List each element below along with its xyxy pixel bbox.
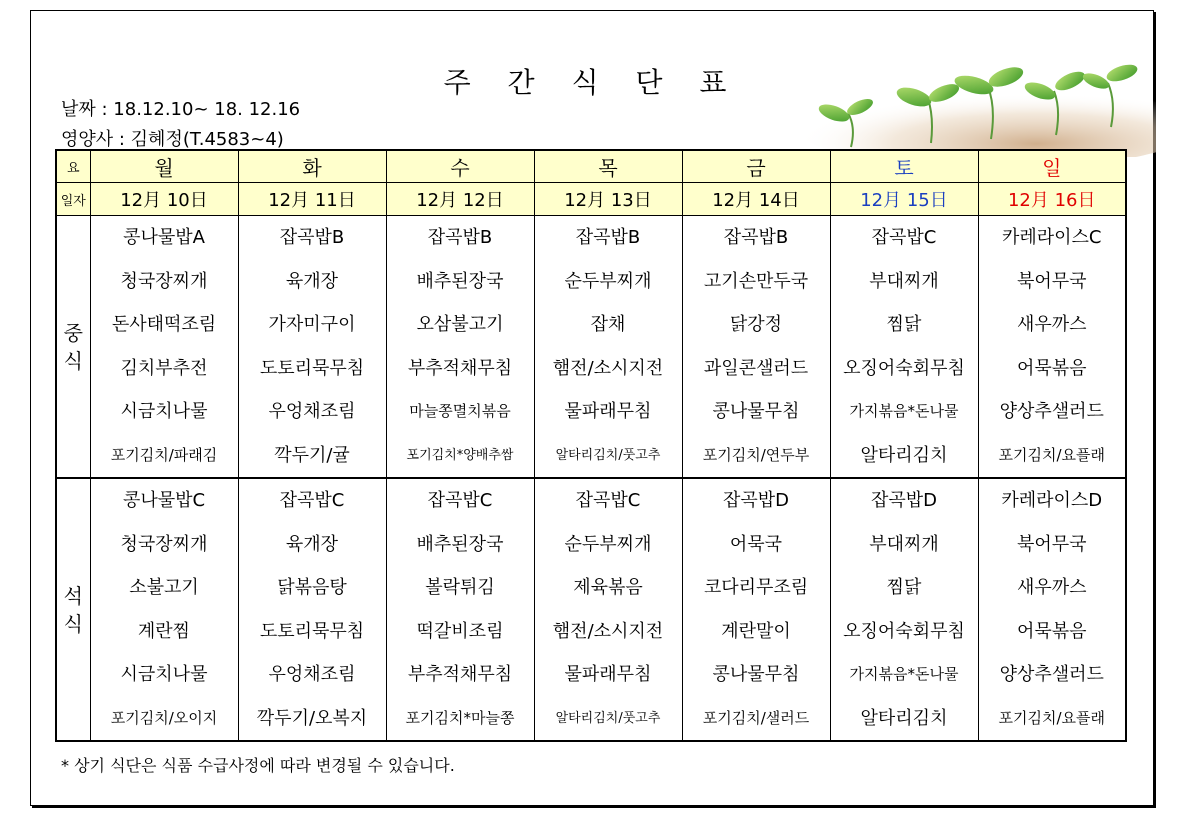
menu-item: 알타리김치	[860, 707, 948, 729]
date-header-row	[56, 183, 1126, 216]
dinner-label	[56, 478, 90, 741]
menu-item: 알타리김치/풋고추	[555, 710, 661, 726]
menu-item: 잡채	[590, 314, 626, 335]
date-tue: 12月 11日	[238, 183, 386, 216]
lunch-thu	[534, 216, 682, 479]
lunch-row	[56, 216, 1126, 479]
menu-item: 어묵볶음	[1016, 357, 1087, 379]
menu-item: 콩나물무침	[712, 401, 800, 422]
menu-item: 볼락튀김	[425, 577, 495, 598]
date-thu: 12月 13日	[534, 183, 682, 216]
menu-item: 육개장	[285, 270, 339, 292]
menu-item: 카레라이스D	[1001, 490, 1103, 511]
menu-item: 소불고기	[129, 577, 199, 598]
menu-item: 잡곡밥D	[722, 490, 790, 511]
menu-item: 배추된장국	[416, 270, 504, 292]
menu-item: 알타리김치	[860, 444, 948, 466]
menu-item: 마늘쫑멸치볶음	[409, 402, 511, 420]
dinner-sat	[830, 478, 978, 741]
dinner-mon	[90, 478, 238, 741]
menu-item: 김치부추전	[120, 357, 208, 379]
menu-item: 포기김치/요플래	[998, 445, 1105, 464]
menu-item: 새우까스	[1016, 577, 1087, 598]
menu-item: 배추된장국	[416, 533, 504, 555]
lunch-mon	[90, 216, 238, 479]
menu-item: 계란찜	[137, 620, 191, 642]
menu-item: 과일콘샐러드	[703, 357, 809, 379]
menu-item: 육개장	[285, 533, 339, 555]
menu-item: 부대찌개	[869, 270, 939, 292]
menu-item: 북어무국	[1016, 533, 1087, 555]
dinner-label-char: 석	[63, 583, 83, 608]
menu-item: 부추적채무침	[407, 664, 513, 685]
menu-sheet	[30, 10, 1154, 806]
menu-item: 잡곡밥C	[279, 490, 345, 511]
day-corner: 요	[56, 150, 90, 183]
menu-item: 도토리묵무침	[259, 357, 365, 379]
menu-item: 청국장찌개	[120, 533, 208, 555]
menu-item: 제육볶음	[573, 577, 643, 598]
menu-item: 잡곡밥C	[427, 490, 493, 511]
menu-item: 잡곡밥B	[427, 227, 493, 248]
date-sun: 12月 16日	[978, 183, 1126, 216]
menu-item: 찜닭	[886, 314, 922, 335]
menu-item: 닭강정	[729, 314, 783, 335]
menu-item: 부추적채무침	[407, 357, 513, 379]
menu-item: 물파래무침	[564, 401, 652, 422]
menu-item: 햄전/소시지전	[552, 357, 664, 379]
menu-item: 카레라이스C	[1001, 227, 1102, 248]
sprout-illustration	[756, 47, 1156, 157]
menu-item: 순두부찌개	[564, 270, 652, 292]
menu-item: 어묵볶음	[1016, 620, 1087, 642]
day-mon: 월	[90, 150, 238, 183]
menu-item: 닭볶음탕	[277, 577, 347, 598]
menu-item: 포기김치/요플래	[998, 708, 1105, 727]
menu-item: 부대찌개	[869, 533, 939, 555]
day-tue: 화	[238, 150, 386, 183]
dinner-wed	[386, 478, 534, 741]
dinner-fri	[682, 478, 830, 741]
date-fri: 12月 14日	[682, 183, 830, 216]
menu-item: 포기김치/샐러드	[702, 708, 810, 727]
menu-item: 가자미구이	[268, 314, 356, 335]
menu-item: 고기손만두국	[703, 270, 809, 292]
menu-item: 콩나물무침	[712, 664, 800, 685]
weekly-menu-table	[55, 149, 1127, 742]
date-wed: 12月 12日	[386, 183, 534, 216]
dietitian-info: 영양사 : 김혜정(T.4583~4)	[61, 129, 284, 150]
menu-item: 우엉채조림	[268, 664, 356, 685]
menu-item: 콩나물밥A	[123, 227, 205, 248]
lunch-label	[56, 216, 90, 479]
menu-item: 양상추샐러드	[999, 664, 1104, 685]
menu-item: 오징어숙회무침	[843, 357, 965, 379]
menu-item: 시금치나물	[120, 664, 208, 685]
menu-item: 북어무국	[1016, 270, 1087, 292]
menu-item: 포기김치/파래김	[110, 445, 218, 464]
date-mon: 12月 10日	[90, 183, 238, 216]
day-fri: 금	[682, 150, 830, 183]
lunch-sun	[978, 216, 1126, 479]
menu-item: 깍두기/오복지	[256, 707, 368, 729]
menu-item: 콩나물밥C	[122, 490, 206, 511]
menu-item: 찜닭	[886, 577, 922, 598]
day-wed: 수	[386, 150, 534, 183]
lunch-wed	[386, 216, 534, 479]
menu-item: 포기김치/오이지	[110, 708, 218, 727]
lunch-label-char: 식	[63, 348, 83, 373]
lunch-sat	[830, 216, 978, 479]
date-sat: 12月 15日	[830, 183, 978, 216]
dinner-thu	[534, 478, 682, 741]
menu-item: 청국장찌개	[120, 270, 208, 292]
lunch-tue	[238, 216, 386, 479]
menu-item: 우엉채조림	[268, 401, 356, 422]
dinner-tue	[238, 478, 386, 741]
dinner-label-char: 식	[63, 611, 83, 636]
menu-item: 잡곡밥B	[279, 227, 345, 248]
dinner-sun	[978, 478, 1126, 741]
menu-item: 포기김치/연두부	[702, 445, 810, 464]
change-notice: * 상기 식단은 식품 수급사정에 따라 변경될 수 있습니다.	[61, 756, 455, 775]
menu-item: 떡갈비조림	[416, 620, 504, 642]
date-range: 날짜 : 18.12.10~ 18. 12.16	[61, 99, 301, 120]
menu-item: 순두부찌개	[564, 533, 652, 555]
menu-item: 포기김치*양배추쌈	[406, 447, 514, 463]
day-sat: 토	[830, 150, 978, 183]
menu-item: 햄전/소시지전	[552, 620, 664, 642]
day-header-row	[56, 150, 1126, 183]
menu-item: 깍두기/귤	[274, 444, 350, 466]
menu-item: 오삼불고기	[416, 314, 504, 335]
lunch-label-char: 중	[63, 320, 83, 345]
lunch-fri	[682, 216, 830, 479]
menu-item: 돈사태떡조림	[111, 314, 217, 335]
menu-item: 새우까스	[1016, 314, 1087, 335]
menu-item: 가지볶음*돈나물	[849, 402, 959, 420]
menu-item: 잡곡밥D	[870, 490, 938, 511]
menu-item: 물파래무침	[564, 664, 652, 685]
menu-item: 잡곡밥C	[575, 490, 641, 511]
menu-item: 가지볶음*돈나물	[849, 665, 959, 683]
menu-item: 어묵국	[729, 533, 783, 555]
menu-item: 도토리묵무침	[259, 620, 365, 642]
menu-item: 오징어숙회무침	[843, 620, 965, 642]
menu-item: 시금치나물	[120, 401, 208, 422]
menu-item: 계란말이	[721, 620, 791, 642]
day-sun: 일	[978, 150, 1126, 183]
menu-item: 잡곡밥B	[723, 227, 789, 248]
page-title: 주 간 식 단 표	[443, 66, 741, 99]
day-thu: 목	[534, 150, 682, 183]
menu-item: 잡곡밥B	[575, 227, 641, 248]
menu-item: 양상추샐러드	[999, 401, 1104, 422]
menu-item: 잡곡밥C	[871, 227, 937, 248]
date-corner: 일자	[56, 183, 90, 216]
menu-item: 포기김치*마늘쫑	[405, 708, 515, 727]
menu-item: 코다리무조림	[703, 577, 809, 598]
dinner-row	[56, 478, 1126, 741]
menu-item: 알타리김치/풋고추	[555, 447, 661, 463]
